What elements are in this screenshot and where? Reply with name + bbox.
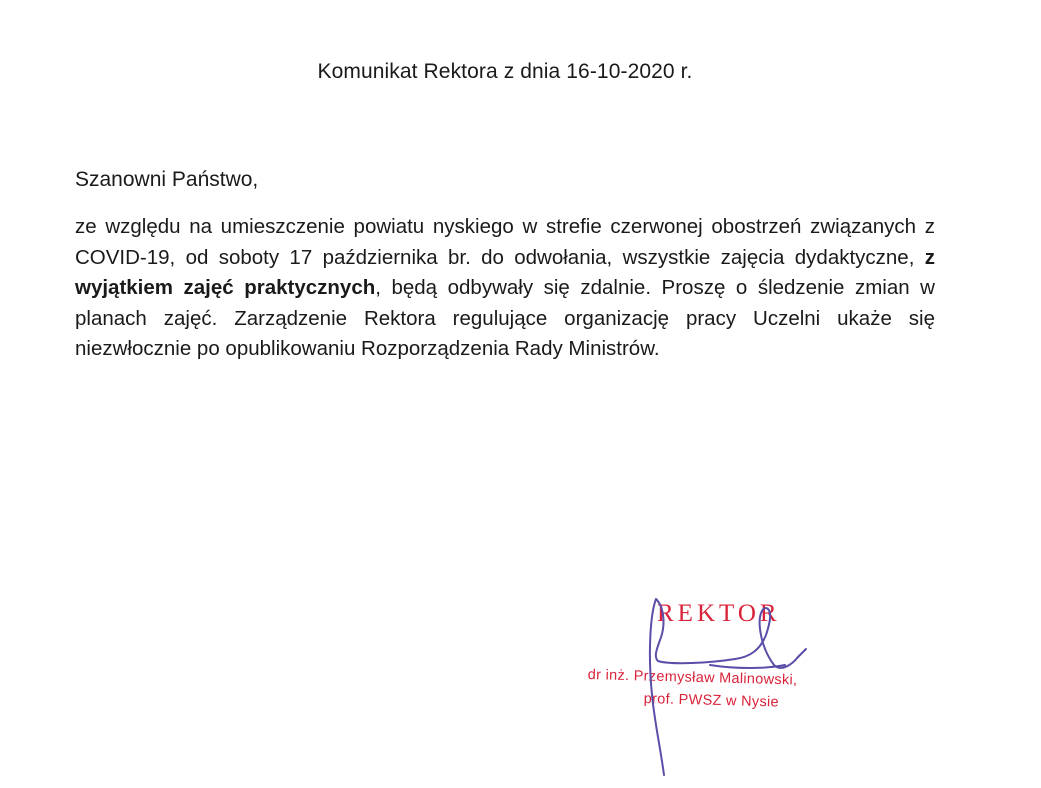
salutation: Szanowni Państwo,	[75, 168, 259, 191]
document-title: Komunikat Rektora z dnia 16-10-2020 r.	[317, 60, 693, 83]
stamp-affiliation: prof. PWSZ w Nysie	[643, 691, 780, 711]
body-text-bold: z wyjątkiem zajęć praktycznych	[75, 245, 935, 299]
rector-stamp	[560, 595, 890, 785]
body-text-end: , będą odbywały się zdalnie. Proszę o śledzenie zmian w planach zajęć. Zarządzenie Rektora regulujące organizację pracy Uczelni ukaże się niezwłocznie po opublikowaniu Rozporządzenia Rady Ministrów.	[75, 276, 935, 360]
signature-stroke-right	[735, 608, 798, 668]
signature-stroke-main	[650, 599, 664, 775]
signature-stroke-loop	[656, 599, 735, 663]
signature-stroke-tick	[798, 649, 806, 657]
stamp-name: dr inż. Przemysław Malinowski,	[587, 667, 798, 689]
handwritten-signature	[560, 595, 890, 785]
body-text-start: ze względu na umieszczenie powiatu nyskiego w strefie czerwonej obostrzeń związanych z COVID-19, od soboty 17 października br. do odwołania, wszystkie zajęcia dydaktyczne,	[75, 215, 935, 269]
stamp-title: REKTOR	[657, 600, 781, 627]
body-paragraph	[75, 212, 935, 365]
